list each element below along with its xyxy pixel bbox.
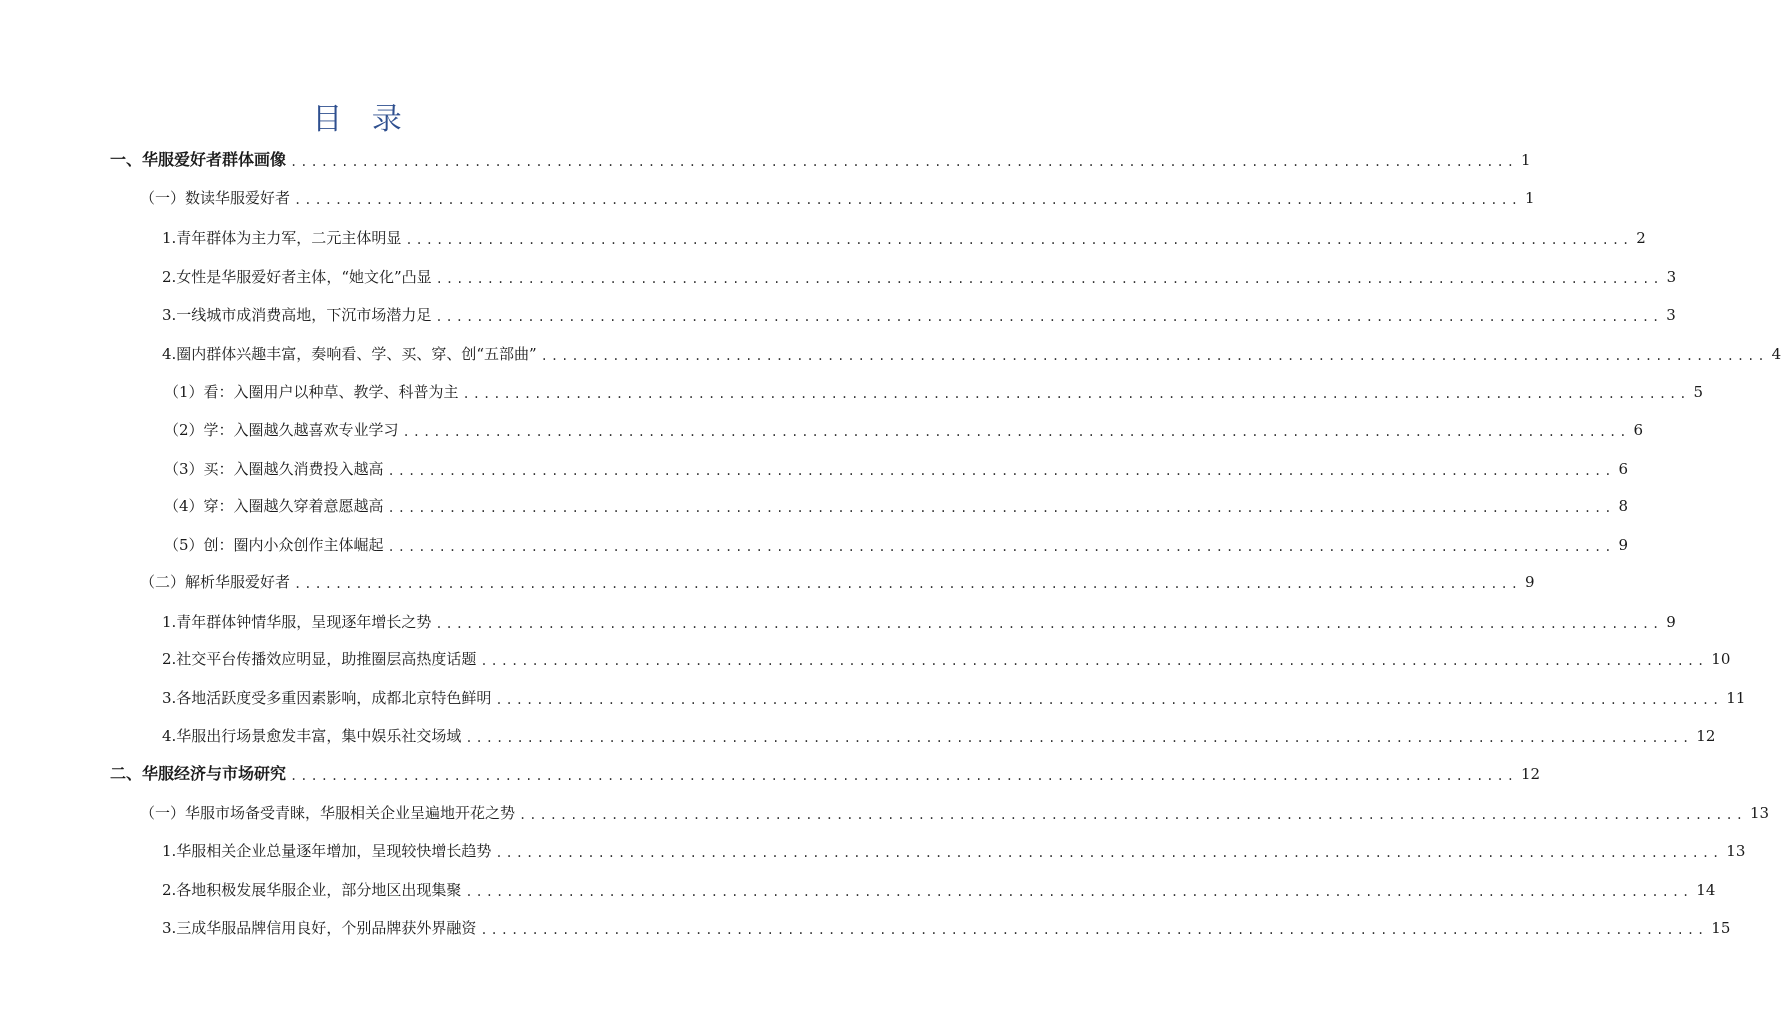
toc-entry[interactable] xyxy=(140,798,1770,824)
toc-entry-label: （一）华服市场备受青睐，华服相关企业呈遍地开花之势 xyxy=(140,804,516,822)
toc-entry[interactable] xyxy=(162,836,1746,862)
toc-entry-label: （一）数读华服爱好者 xyxy=(140,189,291,207)
toc-entry[interactable] xyxy=(110,145,1531,171)
toc-entry-label: 3.一线城市成消费高地，下沉市场潜力足 xyxy=(162,306,432,324)
toc-entry[interactable] xyxy=(164,454,1629,480)
toc-leader-dots: ........................................................................................................................ xyxy=(435,617,1663,631)
toc-entry-label: （1）看：入圈用户以种草、教学、科普为主 xyxy=(164,383,459,401)
toc-entry[interactable] xyxy=(162,300,1676,326)
toc-entry[interactable] xyxy=(162,339,1781,365)
toc-entry-page: 13 xyxy=(1749,804,1770,822)
toc-leader-dots: ........................................................................................................................ xyxy=(495,693,1723,707)
toc-entry-page: 3 xyxy=(1666,306,1676,324)
toc-entry-page: 9 xyxy=(1618,536,1629,554)
toc-entry-page: 8 xyxy=(1618,497,1629,515)
toc-entry-label: 1.华服相关企业总量逐年增加，呈现较快增长趋势 xyxy=(162,842,492,860)
toc-entry[interactable] xyxy=(162,607,1676,633)
toc-entry-page: 13 xyxy=(1726,842,1746,860)
toc-leader-dots: ........................................................................................................................ xyxy=(294,577,1521,591)
toc-entry-page: 9 xyxy=(1666,613,1676,631)
toc-entry-page: 5 xyxy=(1693,383,1704,401)
toc-entry[interactable] xyxy=(162,683,1746,709)
toc-entry-page: 4 xyxy=(1771,345,1781,363)
toc-entry-label: 1.青年群体为主力军，二元主体明显 xyxy=(162,229,402,247)
toc-entry-page: 9 xyxy=(1524,573,1535,591)
toc-leader-dots: ........................................................................................................................ xyxy=(465,731,1693,745)
toc-entry-label: 4.华服出行场景愈发丰富，集中娱乐社交场域 xyxy=(162,727,462,745)
toc-leader-dots: ........................................................................................................................ xyxy=(387,464,1615,478)
toc-entry-label: 4.圈内群体兴趣丰富，奏响看、学、买、穿、创“五部曲” xyxy=(162,345,537,363)
toc-entry-label: 一、华服爱好者群体画像 xyxy=(110,150,287,169)
toc-leader-dots: ........................................................................................................................ xyxy=(387,540,1615,554)
toc-entry-page: 3 xyxy=(1666,268,1677,286)
toc-entry-label: （5）创：圈内小众创作主体崛起 xyxy=(164,536,384,554)
toc-entry-page: 6 xyxy=(1633,421,1644,439)
toc-entry[interactable] xyxy=(162,644,1731,670)
toc-leader-dots: ........................................................................................................................ xyxy=(465,885,1693,899)
toc-leader-dots: ........................................................................................................................ xyxy=(435,310,1663,324)
toc-entry[interactable] xyxy=(140,567,1535,593)
toc-entry[interactable] xyxy=(164,415,1644,441)
toc-entry-page: 14 xyxy=(1696,881,1716,899)
toc-entry-page: 2 xyxy=(1636,229,1646,247)
toc-leader-dots: ........................................................................................................................ xyxy=(387,501,1615,515)
toc-title: 目 录 xyxy=(312,102,412,137)
toc-entry-label: 2.女性是华服爱好者主体，“她文化”凸显 xyxy=(162,268,432,286)
toc-entry-label: （二）解析华服爱好者 xyxy=(140,573,291,591)
toc-leader-dots: ........................................................................................................................ xyxy=(435,272,1663,286)
toc-leader-dots: ........................................................................................................................ xyxy=(480,923,1708,937)
toc-entry-page: 6 xyxy=(1618,460,1629,478)
toc-leader-dots: ........................................................................................................................ xyxy=(495,846,1723,860)
toc-entry-page: 11 xyxy=(1726,689,1746,707)
toc-leader-dots: ........................................................................................................................ xyxy=(402,425,1630,439)
toc-leader-dots: ........................................................................................................................ xyxy=(290,769,1517,783)
toc-entry-label: （3）买：入圈越久消费投入越高 xyxy=(164,460,384,478)
toc-entry[interactable] xyxy=(162,721,1716,747)
toc-entry-page: 1 xyxy=(1524,189,1535,207)
toc-leader-dots: ........................................................................................................................ xyxy=(519,808,1746,822)
toc-entry-page: 12 xyxy=(1696,727,1716,745)
toc-leader-dots: ........................................................................................................................ xyxy=(480,654,1708,668)
toc-entry-label: 二、华服经济与市场研究 xyxy=(110,764,287,783)
toc-leader-dots: ........................................................................................................................ xyxy=(294,193,1521,207)
toc-entry-page: 1 xyxy=(1520,151,1531,169)
toc-leader-dots: ........................................................................................................................ xyxy=(405,233,1633,247)
toc-entry[interactable] xyxy=(110,759,1541,785)
toc-leader-dots: ........................................................................................................................ xyxy=(540,349,1768,363)
toc-entry-label: （4）穿：入圈越久穿着意愿越高 xyxy=(164,497,384,515)
toc-entry[interactable] xyxy=(162,223,1646,249)
toc-entry-page: 10 xyxy=(1711,650,1731,668)
toc-leader-dots: ........................................................................................................................ xyxy=(462,387,1690,401)
toc-entry[interactable] xyxy=(164,377,1704,403)
toc-entry[interactable] xyxy=(164,491,1629,517)
toc-entry[interactable] xyxy=(162,913,1731,939)
toc-entry-page: 12 xyxy=(1520,765,1541,783)
toc-entry-label: 2.各地积极发展华服企业，部分地区出现集聚 xyxy=(162,881,462,899)
toc-entry-page: 15 xyxy=(1711,919,1731,937)
toc-entry[interactable] xyxy=(164,530,1629,556)
toc-entry[interactable] xyxy=(140,183,1535,209)
toc-entry[interactable] xyxy=(162,875,1716,901)
toc-entry[interactable] xyxy=(162,262,1677,288)
toc-entry-label: 3.三成华服品牌信用良好，个别品牌获外界融资 xyxy=(162,919,477,937)
toc-entry-label: 1.青年群体钟情华服，呈现逐年增长之势 xyxy=(162,613,432,631)
toc-entry-label: （2）学：入圈越久越喜欢专业学习 xyxy=(164,421,399,439)
toc-entry-label: 3.各地活跃度受多重因素影响，成都北京特色鲜明 xyxy=(162,689,492,707)
toc-entry-label: 2.社交平台传播效应明显，助推圈层高热度话题 xyxy=(162,650,477,668)
toc-leader-dots: ........................................................................................................................ xyxy=(290,155,1517,169)
